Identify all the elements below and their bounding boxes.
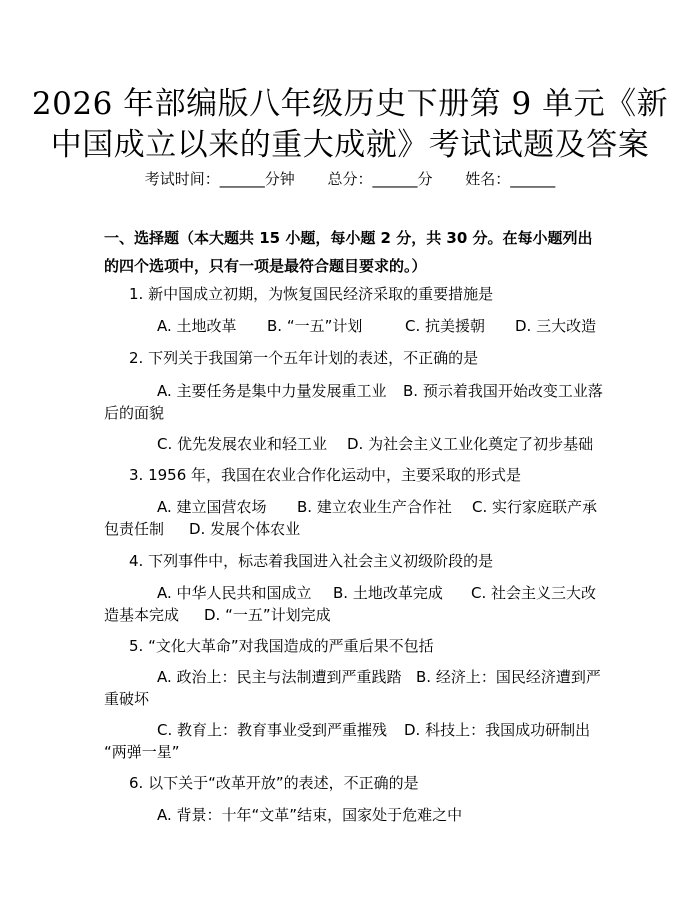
option-d-start: D. 科技上：我国成功研制出 <box>404 721 591 739</box>
question-options <box>157 496 597 517</box>
question-stem: 5. “文化大革命”对我国造成的严重后果不包括 <box>129 637 434 655</box>
option-b: B. “一五”计划 <box>267 317 363 335</box>
question-stem: 6. 以下关于“改革开放”的表述，不正确的是 <box>129 774 419 792</box>
section-heading: 一、选择题（本大题共 15 小题，每小题 2 分，共 30 分。在每小题列出的四个选项中，只有一项是最符合题目要求的。） <box>104 229 593 275</box>
question-stem: 3. 1956 年，我国在农业合作化运动中，主要采取的形式是 <box>129 466 522 484</box>
option-c-wrap: 造基本完成 <box>104 606 180 624</box>
student-name-field: 姓名：______ <box>465 170 556 188</box>
option-c: C. 抗美援朝 <box>405 317 486 335</box>
option-a: A. 主要任务是集中力量发展重工业 <box>157 382 387 400</box>
title-line-1: 2026 年部编版八年级历史下册第 9 单元《新 <box>31 86 669 122</box>
option-a: A. 背景：十年“文革”结束，国家处于危难之中 <box>157 806 463 824</box>
option-d: D. 三大改造 <box>515 317 597 335</box>
option-c: C. 教育上：教育事业受到严重摧残 <box>157 721 388 739</box>
option-b-wrap: 后的面貌 <box>104 404 165 422</box>
total-score-field: 总分：______分 <box>327 170 433 188</box>
option-c-start: C. 社会主义三大改 <box>471 584 597 602</box>
title-line-2: 中国成立以来的重大成就》考试试题及答案 <box>50 127 650 163</box>
question-options <box>157 433 593 454</box>
option-d-wrap: “两弹一星” <box>104 743 180 761</box>
option-d: D. “一五”计划完成 <box>204 606 331 624</box>
option-b-start: B. 经济上：国民经济遭到严 <box>416 668 601 686</box>
question-stem: 1. 新中国成立初期，为恢复国民经济采取的重要措施是 <box>129 285 494 303</box>
exam-time-field: 考试时间：______分钟 <box>144 170 295 188</box>
question-options-wrap <box>104 518 300 539</box>
option-c-wrap: 包责任制 <box>104 520 165 538</box>
option-b: B. 土地改革完成 <box>333 584 443 602</box>
question-stem: 4. 下列事件中，标志着我国进入社会主义初级阶段的是 <box>129 552 494 570</box>
option-a: A. 中华人民共和国成立 <box>157 584 312 602</box>
option-a: A. 建立国营农场 <box>157 498 267 516</box>
exam-info <box>0 168 700 189</box>
option-a: A. 土地改革 <box>157 317 237 335</box>
question-options <box>157 582 596 603</box>
option-a: A. 政治上：民主与法制遭到严重践踏 <box>157 668 402 686</box>
question-stem: 2. 下列关于我国第一个五年计划的表述，不正确的是 <box>129 349 479 367</box>
option-b-start: B. 预示着我国开始改变工业落 <box>403 382 603 400</box>
question-options-wrap <box>104 604 331 625</box>
option-d: D. 为社会主义工业化奠定了初步基础 <box>347 435 594 453</box>
option-c-start: C. 实行家庭联产承 <box>472 498 598 516</box>
option-c: C. 优先发展农业和轻工业 <box>157 435 328 453</box>
page-title <box>0 84 700 166</box>
option-d: D. 发展个体农业 <box>189 520 301 538</box>
option-b: B. 建立农业生产合作社 <box>297 498 452 516</box>
option-b-wrap: 重破坏 <box>104 690 150 708</box>
question-options <box>157 315 596 336</box>
